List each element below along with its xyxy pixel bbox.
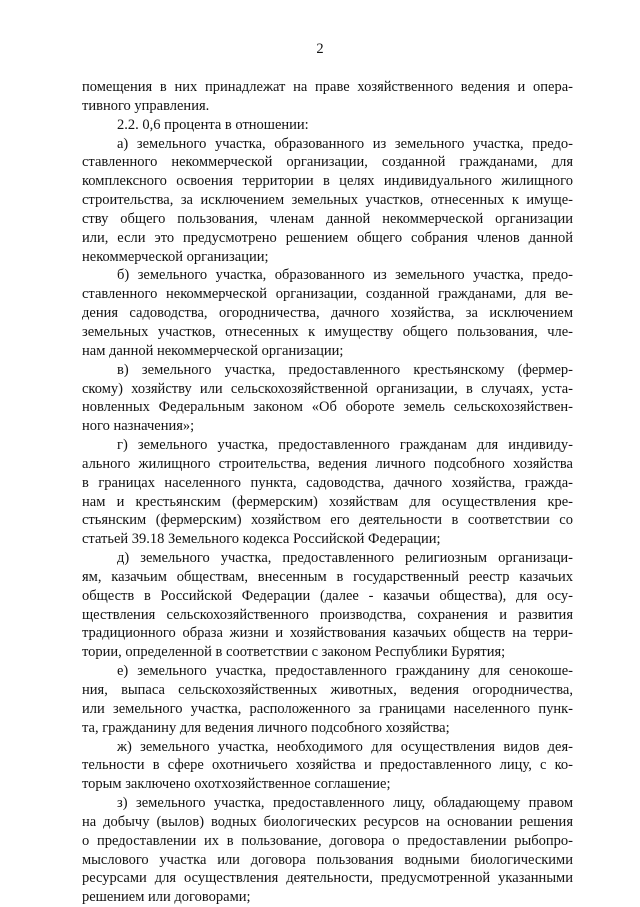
text-line: некоммерческой организации; [82, 248, 269, 265]
text-line: та, гражданину для ведения личного подсобного хозяйства; [82, 719, 450, 736]
text-line: или земельного участка, расположенного за границами населенного пунк- [82, 700, 573, 717]
paragraph [82, 549, 573, 662]
paragraph [82, 794, 573, 907]
text-line: о предоставлении их в пользование, договора о предоставлении рыбопро- [82, 832, 573, 849]
text-line: в границах населенного пункта, садоводства, дачного хозяйства, гражда- [82, 474, 573, 491]
text-line: е) земельного участка, предоставленного гражданину для сенокоше- [117, 663, 573, 680]
text-line: в) земельного участка, предоставленного крестьянскому (фермер- [117, 361, 573, 378]
text-line: ного назначения»; [82, 418, 195, 435]
paragraph [82, 361, 573, 436]
paragraph [82, 78, 573, 116]
text-line: ществления сельскохозяйственного производства, сохранения и развития [82, 606, 573, 623]
paragraph [82, 436, 573, 549]
text-line: скому) хозяйству или сельскохозяйственной организации, в случаях, уста- [82, 380, 573, 397]
paragraph [82, 135, 573, 267]
text-line: торым заключено охотхозяйственное соглашение; [82, 776, 391, 793]
text-line: ставленного некоммерческой организации, созданной гражданами, для [82, 154, 573, 171]
text-line: тельности в сфере охотничьего хозяйства и предоставленного лицу, с ко- [82, 757, 573, 774]
text-line: или, если это предусмотрено решением общего собрания членов данной [82, 229, 573, 246]
text-line: статьей 39.18 Земельного кодекса Российской Федерации; [82, 531, 441, 548]
text-line: традиционного образа жизни и хозяйствования казачьих обществ на терри- [82, 625, 573, 642]
paragraph [82, 662, 573, 737]
text-line: на добычу (вылов) водных биологических ресурсов на основании решения [82, 813, 573, 830]
paragraph [82, 266, 573, 360]
text-line: ям, казачьим обществам, внесенным в государственный реестр казачьих [82, 568, 573, 585]
text-line: з) земельного участка, предоставленного лицу, обладающему правом [117, 795, 573, 812]
text-line: новленных Федеральным законом «Об обороте земель сельскохозяйствен- [82, 399, 573, 416]
text-line: ального жилищного строительства, ведения личного подсобного хозяйства [82, 455, 573, 472]
text-line: стьянским (фермерским) хозяйством его деятельности в соответствии со [82, 512, 573, 529]
text-line: комплексного освоения территории в целях индивидуального жилищного [82, 173, 573, 190]
text-line: ж) земельного участка, необходимого для осуществления видов дея- [117, 738, 573, 755]
text-line: тории, определенной в соответствии с законом Республики Бурятия; [82, 644, 506, 661]
text-line: ставленного некоммерческой организации, созданной гражданами, для ве- [82, 286, 573, 303]
text-line: земельных участков, отнесенных к имуществу общего пользования, чле- [82, 323, 573, 340]
paragraph [82, 738, 573, 795]
text-line: решением или договорами; [82, 889, 251, 906]
paragraph [82, 116, 573, 135]
text-line: д) земельного участка, предоставленного религиозным организаци- [117, 550, 573, 567]
text-line: дения садоводства, огородничества, дачного хозяйства, за исключением [82, 305, 573, 322]
text-line: строительства, за исключением земельных участков, отнесенных к имуще- [82, 192, 573, 209]
text-line: г) земельного участка, предоставленного гражданам для индивиду- [117, 437, 573, 454]
text-line: помещения в них принадлежат на праве хозяйственного ведения и опера- [82, 79, 573, 95]
text-line: ресурсами для осуществления деятельности, предусмотренной указанными [82, 870, 573, 887]
document-body [82, 78, 573, 907]
text-line: а) земельного участка, образованного из земельного участка, предо- [117, 135, 573, 152]
text-line: нам и крестьянским (фермерским) хозяйствам для осуществления кре- [82, 493, 573, 510]
text-line: 2.2. 0,6 процента в отношении: [117, 116, 309, 133]
text-line: обществ в Российской Федерации (далее - казачьи общества), для осу- [82, 587, 573, 604]
text-line: ния, выпаса сельскохозяйственных животных, ведения огородничества, [82, 682, 573, 698]
text-line: нам данной некоммерческой организации; [82, 342, 344, 359]
page-number: 2 [316, 41, 324, 57]
text-line: тивного управления. [82, 97, 210, 114]
text-line: б) земельного участка, образованного из земельного участка, предо- [117, 267, 573, 284]
text-line: мыслового участка или договора пользования водными биологическими [82, 851, 573, 868]
text-line: ству общего пользования, членам данной некоммерческой организации [82, 210, 573, 227]
